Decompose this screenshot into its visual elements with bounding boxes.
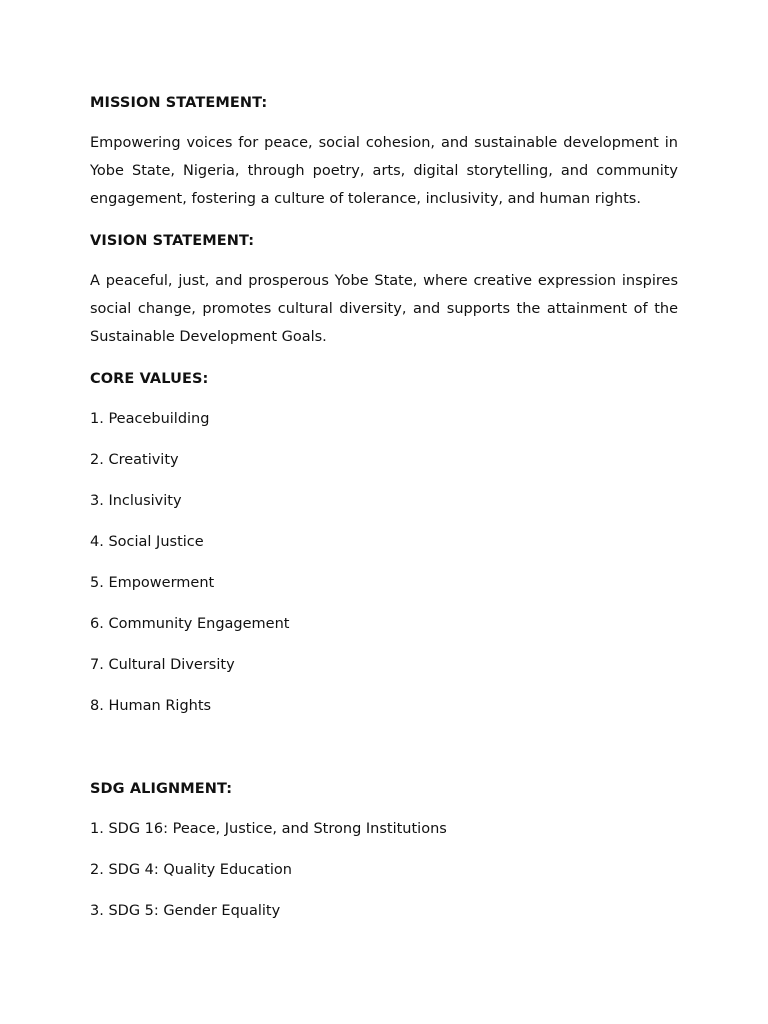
vision-text: A peaceful, just, and prosperous Yobe State, where creative expression inspires social change, promotes cultural diversity, and supports the attainment of the Sustainable Development Goals. <box>90 273 678 345</box>
sdg-item: 1. SDG 16: Peace, Justice, and Strong Institutions <box>90 821 447 837</box>
core-value-item: 5. Empowerment <box>90 575 215 591</box>
sdg-item: 2. SDG 4: Quality Education <box>90 862 292 878</box>
sdg-alignment-heading: SDG ALIGNMENT: <box>90 781 233 797</box>
core-value-item: 4. Social Justice <box>90 534 204 550</box>
core-value-item: 1. Peacebuilding <box>90 411 210 427</box>
core-value-item: 8. Human Rights <box>90 698 212 714</box>
vision-heading: VISION STATEMENT: <box>90 233 255 249</box>
core-value-item: 2. Creativity <box>90 452 179 468</box>
core-values-heading: CORE VALUES: <box>90 371 209 387</box>
core-value-item: 6. Community Engagement <box>90 616 290 632</box>
mission-text: Empowering voices for peace, social cohesion, and sustainable development in Yobe State, Nigeria, through poetry, arts, digital storytelling, and community engagement, fostering a culture of tolerance, inclusivity, and human rights. <box>90 135 678 207</box>
core-value-item: 3. Inclusivity <box>90 493 182 509</box>
sdg-item: 3. SDG 5: Gender Equality <box>90 903 281 919</box>
mission-heading: MISSION STATEMENT: <box>90 95 268 111</box>
core-value-item: 7. Cultural Diversity <box>90 657 235 673</box>
